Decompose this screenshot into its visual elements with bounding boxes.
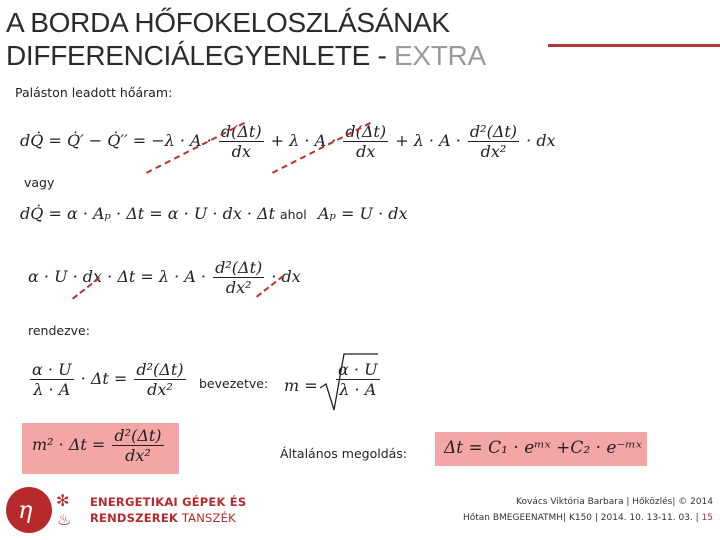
equation-convection: dQ̇ = α · Aₚ · Δt = α · U · dx · Δt bbox=[20, 204, 276, 223]
eq1-lhs: dQ̇ = Q̇′ − Q̇′′ = −λ · A · bbox=[20, 131, 212, 150]
logo-text-line-2b: TANSZÉK bbox=[177, 511, 236, 525]
eq1-f1-den: dx bbox=[231, 142, 251, 161]
eq4-f1-num: α · U bbox=[32, 360, 72, 379]
equation-rearranged bbox=[28, 360, 188, 399]
label-palast: Paláston leadott hőáram: bbox=[15, 85, 173, 100]
title-accent-rule bbox=[548, 44, 720, 47]
label-ahol: ahol bbox=[280, 207, 307, 222]
eq1-fraction-1 bbox=[219, 122, 264, 161]
eq3-fraction bbox=[213, 258, 264, 297]
slide-title bbox=[6, 6, 486, 72]
title-extra: EXTRA bbox=[394, 40, 486, 71]
ode-fraction bbox=[112, 426, 163, 465]
label-altalanos: Általános megoldás: bbox=[280, 446, 408, 461]
m-den: λ · A bbox=[339, 380, 377, 399]
eq1-fraction-2 bbox=[343, 122, 388, 161]
eq1-mid: + λ · A · bbox=[270, 131, 337, 150]
equation-combined bbox=[28, 258, 301, 297]
eq1-tail: · dx bbox=[526, 131, 556, 150]
eq1-f1-num: d(Δt) bbox=[220, 122, 262, 141]
logo-text-line-2a: RENDSZEREK bbox=[90, 511, 178, 525]
eta-icon: η bbox=[18, 496, 33, 524]
footer-author: Kovács Viktória Barbara | Hőközlés| © 2014 bbox=[516, 497, 713, 507]
title-line-1: A BORDA HŐFOKELOSZLÁSÁNAK bbox=[6, 7, 450, 38]
page-number: 15 bbox=[701, 513, 713, 523]
flame-icon: ♨ bbox=[57, 510, 72, 529]
snowflake-icon: ✻ bbox=[56, 491, 70, 510]
eq1-f3-num: d²(Δt) bbox=[469, 122, 518, 141]
equation-general-solution: Δt = C₁ · eᵐˣ +C₂ · e⁻ᵐˣ bbox=[444, 438, 642, 458]
eq4-f2-den: dx² bbox=[147, 380, 173, 399]
m-num: α · U bbox=[338, 360, 378, 379]
label-vagy: vagy bbox=[24, 175, 55, 190]
eq4-f2-num: d²(Δt) bbox=[136, 360, 184, 379]
eq1-f2-num: d(Δt) bbox=[345, 122, 387, 141]
label-rendezve: rendezve: bbox=[28, 323, 90, 338]
equation-ap-definition: Aₚ = U · dx bbox=[318, 204, 408, 223]
logo-text-line-1: ENERGETIKAI GÉPEK ÉS bbox=[90, 495, 247, 509]
eq1-mid-2: + λ · A · bbox=[395, 131, 461, 150]
department-logo-mark bbox=[6, 487, 52, 533]
ode-den: dx² bbox=[125, 446, 151, 465]
m-fraction bbox=[336, 360, 380, 399]
eq4-fraction-2 bbox=[134, 360, 185, 399]
eq4-f1-den: λ · A bbox=[33, 380, 71, 399]
eq1-f3-den: dx² bbox=[480, 142, 507, 161]
m-definition-lhs: m = bbox=[284, 376, 318, 395]
m-definition-root bbox=[334, 360, 382, 399]
logo-text-line-2 bbox=[90, 511, 236, 525]
eq4-fraction-1 bbox=[30, 360, 74, 399]
eq1-f2-den: dx bbox=[356, 142, 376, 161]
equation-heat-balance bbox=[20, 122, 556, 161]
eq3-lhs: α · U · dx · Δt = λ · A · bbox=[28, 267, 207, 286]
equation-ode bbox=[32, 426, 166, 465]
title-line-2-text: DIFFERENCIÁLEGYENLETE - bbox=[6, 40, 394, 71]
eq4-mid: · Δt = bbox=[80, 369, 128, 388]
footer-course bbox=[463, 513, 713, 523]
eq3-tail: · dx bbox=[271, 267, 301, 286]
eq3-f-num: d²(Δt) bbox=[215, 258, 263, 277]
eq1-fraction-3 bbox=[468, 122, 519, 161]
eq3-f-den: dx² bbox=[225, 278, 252, 297]
ode-lhs: m² · Δt = bbox=[32, 435, 106, 454]
footer-course-text: Hőtan BMEGEENATMH| K150 | 2014. 10. 13-11. 03. | bbox=[462, 513, 699, 523]
label-bevezetve: bevezetve: bbox=[199, 376, 269, 391]
title-line-2 bbox=[6, 39, 486, 72]
ode-num: d²(Δt) bbox=[114, 426, 162, 445]
